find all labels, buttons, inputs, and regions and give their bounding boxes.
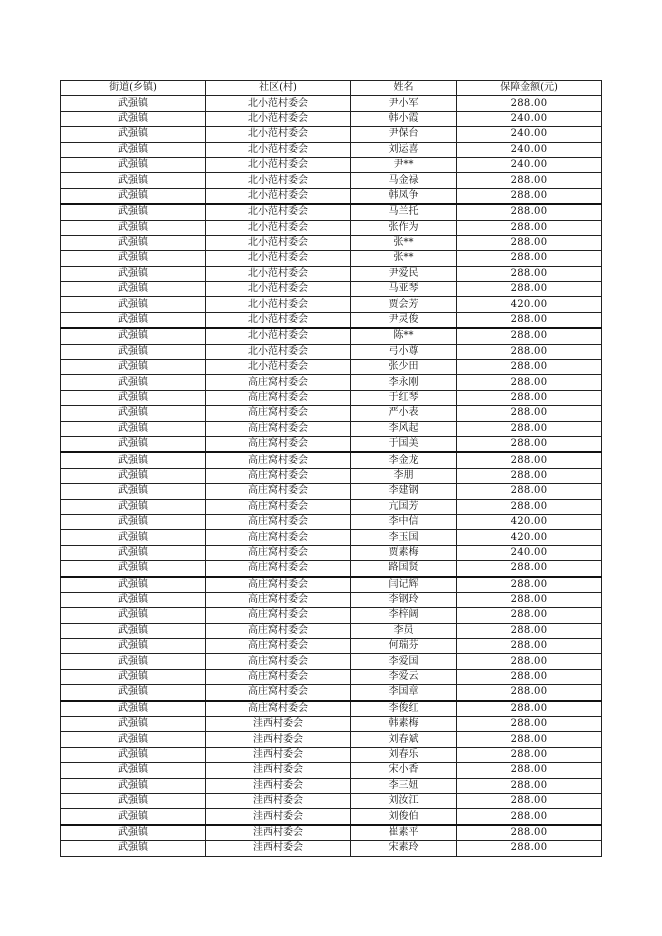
cell-name[interactable]: 韩凤争 [351,188,457,204]
cell-community[interactable]: 洼西村委会 [206,763,351,778]
cell-amount[interactable]: 288.00 [457,763,602,778]
cell-street[interactable]: 武强镇 [61,328,206,344]
cell-street[interactable]: 武强镇 [61,592,206,607]
table-row [61,142,602,157]
cell-community[interactable]: 高庄窝村委会 [206,406,351,421]
cell-name[interactable]: 于红琴 [351,390,457,405]
cell-street[interactable]: 武强镇 [61,282,206,297]
cell-name[interactable]: 马亚琴 [351,282,457,297]
cell-street[interactable]: 武强镇 [61,561,206,577]
cell-community[interactable]: 北小范村委会 [206,235,351,250]
table-row [61,421,602,436]
table-row [61,484,602,499]
table-row [61,747,602,762]
cell-community[interactable]: 高庄窝村委会 [206,375,351,390]
cell-community[interactable]: 高庄窝村委会 [206,499,351,514]
cell-amount[interactable]: 288.00 [457,235,602,250]
cell-amount[interactable]: 288.00 [457,685,602,701]
cell-street[interactable]: 武强镇 [61,96,206,111]
table-row [61,328,602,344]
cell-street[interactable]: 武强镇 [61,530,206,545]
cell-name[interactable]: 宋素玲 [351,841,457,856]
cell-community[interactable]: 北小范村委会 [206,157,351,172]
cell-amount[interactable]: 288.00 [457,825,602,841]
table-row [61,96,602,111]
cell-street[interactable]: 武强镇 [61,406,206,421]
cell-name[interactable]: 李员 [351,623,457,638]
cell-amount[interactable]: 288.00 [457,577,602,593]
cell-amount[interactable]: 288.00 [457,561,602,577]
table-row [61,436,602,452]
table-row [61,778,602,793]
cell-name[interactable]: 刘俊伯 [351,809,457,825]
column-header-street[interactable]: 街道(乡镇) [61,81,206,96]
cell-amount[interactable]: 288.00 [457,220,602,235]
cell-name[interactable]: 李中信 [351,514,457,529]
table-row [61,220,602,235]
cell-name[interactable]: 李朋 [351,468,457,483]
cell-community[interactable]: 北小范村委会 [206,204,351,220]
table-row [61,793,602,808]
cell-community[interactable]: 洼西村委会 [206,732,351,747]
cell-name[interactable]: 李爱国 [351,654,457,669]
cell-street[interactable]: 武强镇 [61,297,206,312]
header-row [61,81,602,96]
table-row [61,452,602,468]
cell-street[interactable]: 武强镇 [61,732,206,747]
cell-community[interactable]: 北小范村委会 [206,251,351,266]
cell-amount[interactable]: 288.00 [457,251,602,266]
cell-name[interactable]: 李金龙 [351,452,457,468]
cell-community[interactable]: 北小范村委会 [206,127,351,142]
cell-amount[interactable]: 288.00 [457,793,602,808]
cell-street[interactable]: 武强镇 [61,111,206,126]
table-row [61,468,602,483]
table-row [61,282,602,297]
table-row [61,111,602,126]
table-row [61,608,602,623]
cell-name[interactable]: 陈** [351,328,457,344]
cell-street[interactable]: 武强镇 [61,375,206,390]
cell-name[interactable]: 崔素平 [351,825,457,841]
cell-street[interactable]: 武强镇 [61,639,206,654]
cell-street[interactable]: 武强镇 [61,235,206,250]
cell-street[interactable]: 武强镇 [61,204,206,220]
table-row [61,841,602,856]
cell-amount[interactable]: 240.00 [457,545,602,560]
cell-street[interactable]: 武强镇 [61,468,206,483]
cell-name[interactable]: 韩素梅 [351,717,457,732]
cell-name[interactable]: 贾会芳 [351,297,457,312]
table-row [61,312,602,328]
cell-community[interactable]: 北小范村委会 [206,344,351,359]
cell-amount[interactable]: 288.00 [457,436,602,452]
cell-amount[interactable]: 288.00 [457,809,602,825]
cell-amount[interactable]: 288.00 [457,732,602,747]
cell-street[interactable]: 武强镇 [61,608,206,623]
cell-community[interactable]: 洼西村委会 [206,809,351,825]
cell-name[interactable]: 马兰托 [351,204,457,220]
cell-name[interactable]: 路国贤 [351,561,457,577]
cell-community[interactable]: 高庄窝村委会 [206,592,351,607]
cell-name[interactable]: 李永刚 [351,375,457,390]
table-row [61,204,602,220]
table-row [61,545,602,560]
cell-community[interactable]: 高庄窝村委会 [206,608,351,623]
cell-amount[interactable]: 288.00 [457,717,602,732]
cell-street[interactable]: 武强镇 [61,701,206,717]
cell-street[interactable]: 武强镇 [61,841,206,856]
cell-amount[interactable]: 288.00 [457,360,602,375]
cell-amount[interactable]: 240.00 [457,157,602,172]
cell-amount[interactable]: 288.00 [457,375,602,390]
table-row [61,344,602,359]
cell-community[interactable]: 北小范村委会 [206,173,351,188]
cell-amount[interactable]: 288.00 [457,654,602,669]
column-header-amount[interactable]: 保障金额(元) [457,81,602,96]
cell-name[interactable]: 李建钢 [351,484,457,499]
cell-street[interactable]: 武强镇 [61,188,206,204]
cell-street[interactable]: 武强镇 [61,360,206,375]
cell-community[interactable]: 北小范村委会 [206,297,351,312]
cell-amount[interactable]: 288.00 [457,608,602,623]
cell-amount[interactable]: 420.00 [457,514,602,529]
cell-amount[interactable]: 240.00 [457,142,602,157]
cell-amount[interactable]: 240.00 [457,111,602,126]
table-row [61,763,602,778]
cell-name[interactable]: 李风起 [351,421,457,436]
cell-amount[interactable]: 288.00 [457,701,602,717]
cell-amount[interactable]: 288.00 [457,484,602,499]
cell-name[interactable]: 尹爱民 [351,266,457,281]
table-row [61,251,602,266]
cell-amount[interactable]: 288.00 [457,266,602,281]
table-body [61,96,602,856]
cell-community[interactable]: 高庄窝村委会 [206,484,351,499]
cell-amount[interactable]: 288.00 [457,96,602,111]
cell-street[interactable]: 武强镇 [61,452,206,468]
table-row [61,809,602,825]
cell-amount[interactable]: 288.00 [457,747,602,762]
table-row [61,623,602,638]
cell-name[interactable]: 李玉国 [351,530,457,545]
cell-community[interactable]: 高庄窝村委会 [206,685,351,701]
cell-street[interactable]: 武强镇 [61,499,206,514]
cell-community[interactable]: 高庄窝村委会 [206,468,351,483]
cell-street[interactable]: 武强镇 [61,778,206,793]
column-header-community[interactable]: 社区(村) [206,81,351,96]
table-row [61,360,602,375]
cell-community[interactable]: 高庄窝村委会 [206,545,351,560]
table-row [61,825,602,841]
cell-amount[interactable]: 288.00 [457,421,602,436]
cell-amount[interactable]: 288.00 [457,778,602,793]
table-row [61,514,602,529]
cell-amount[interactable]: 288.00 [457,173,602,188]
cell-street[interactable]: 武强镇 [61,251,206,266]
cell-community[interactable]: 高庄窝村委会 [206,421,351,436]
cell-community[interactable]: 高庄窝村委会 [206,530,351,545]
cell-community[interactable]: 北小范村委会 [206,96,351,111]
cell-community[interactable]: 北小范村委会 [206,266,351,281]
table-row [61,577,602,593]
cell-name[interactable]: 弓小尊 [351,344,457,359]
cell-community[interactable]: 高庄窝村委会 [206,436,351,452]
cell-community[interactable]: 洼西村委会 [206,825,351,841]
table-row [61,732,602,747]
cell-name[interactable]: 李爱云 [351,669,457,684]
cell-name[interactable]: 李三妞 [351,778,457,793]
cell-street[interactable]: 武强镇 [61,127,206,142]
cell-street[interactable]: 武强镇 [61,142,206,157]
cell-name[interactable]: 于国美 [351,436,457,452]
table-row [61,406,602,421]
table-row [61,592,602,607]
cell-name[interactable]: 贾素梅 [351,545,457,560]
cell-amount[interactable]: 288.00 [457,406,602,421]
cell-street[interactable]: 武强镇 [61,763,206,778]
cell-name[interactable]: 何瑞芬 [351,639,457,654]
cell-community[interactable]: 高庄窝村委会 [206,623,351,638]
table-row [61,685,602,701]
cell-community[interactable]: 高庄窝村委会 [206,390,351,405]
cell-street[interactable]: 武强镇 [61,825,206,841]
cell-amount[interactable]: 288.00 [457,282,602,297]
cell-name[interactable]: 尹** [351,157,457,172]
table-row [61,173,602,188]
column-header-name[interactable]: 姓名 [351,81,457,96]
cell-community[interactable]: 高庄窝村委会 [206,639,351,654]
cell-name[interactable]: 刘汝江 [351,793,457,808]
cell-street[interactable]: 武强镇 [61,436,206,452]
table-row [61,297,602,312]
cell-amount[interactable]: 420.00 [457,297,602,312]
cell-name[interactable]: 亢国芳 [351,499,457,514]
cell-amount[interactable]: 288.00 [457,623,602,638]
cell-street[interactable]: 武强镇 [61,717,206,732]
cell-name[interactable]: 尹保台 [351,127,457,142]
cell-amount[interactable]: 288.00 [457,390,602,405]
cell-street[interactable]: 武强镇 [61,577,206,593]
cell-name[interactable]: 尹灵俊 [351,312,457,328]
table-row [61,188,602,204]
cell-amount[interactable]: 288.00 [457,841,602,856]
cell-community[interactable]: 北小范村委会 [206,188,351,204]
cell-amount[interactable]: 288.00 [457,188,602,204]
table-row [61,235,602,250]
cell-community[interactable]: 洼西村委会 [206,747,351,762]
cell-community[interactable]: 高庄窝村委会 [206,669,351,684]
table-row [61,127,602,142]
cell-street[interactable]: 武强镇 [61,654,206,669]
cell-community[interactable]: 洼西村委会 [206,793,351,808]
cell-name[interactable]: 李钢玲 [351,592,457,607]
cell-name[interactable]: 闫记辉 [351,577,457,593]
cell-community[interactable]: 北小范村委会 [206,220,351,235]
cell-street[interactable]: 武强镇 [61,514,206,529]
cell-street[interactable]: 武强镇 [61,421,206,436]
cell-name[interactable]: 韩小霞 [351,111,457,126]
cell-name[interactable]: 李国章 [351,685,457,701]
cell-street[interactable]: 武强镇 [61,344,206,359]
cell-name[interactable]: 刘运喜 [351,142,457,157]
cell-street[interactable]: 武强镇 [61,390,206,405]
table-row [61,669,602,684]
cell-amount[interactable]: 288.00 [457,669,602,684]
cell-name[interactable]: 张** [351,251,457,266]
table-row [61,639,602,654]
cell-street[interactable]: 武强镇 [61,173,206,188]
cell-name[interactable]: 李俊红 [351,701,457,717]
table-row [61,717,602,732]
cell-amount[interactable]: 288.00 [457,452,602,468]
cell-community[interactable]: 高庄窝村委会 [206,514,351,529]
cell-street[interactable]: 武强镇 [61,793,206,808]
cell-amount[interactable]: 288.00 [457,639,602,654]
cell-name[interactable]: 李梓阔 [351,608,457,623]
cell-community[interactable]: 北小范村委会 [206,312,351,328]
cell-amount[interactable]: 288.00 [457,328,602,344]
cell-amount[interactable]: 288.00 [457,468,602,483]
cell-street[interactable]: 武强镇 [61,809,206,825]
cell-amount[interactable]: 288.00 [457,499,602,514]
cell-community[interactable]: 北小范村委会 [206,142,351,157]
cell-street[interactable]: 武强镇 [61,685,206,701]
cell-name[interactable]: 张** [351,235,457,250]
cell-amount[interactable]: 240.00 [457,127,602,142]
cell-name[interactable]: 马金禄 [351,173,457,188]
cell-street[interactable]: 武强镇 [61,669,206,684]
cell-community[interactable]: 高庄窝村委会 [206,654,351,669]
cell-street[interactable]: 武强镇 [61,220,206,235]
cell-street[interactable]: 武强镇 [61,266,206,281]
cell-amount[interactable]: 288.00 [457,204,602,220]
cell-name[interactable]: 张作为 [351,220,457,235]
cell-name[interactable]: 尹小军 [351,96,457,111]
allowance-table [60,80,602,857]
cell-community[interactable]: 洼西村委会 [206,778,351,793]
table-row [61,390,602,405]
cell-name[interactable]: 刘春斌 [351,732,457,747]
cell-street[interactable]: 武强镇 [61,312,206,328]
cell-street[interactable]: 武强镇 [61,157,206,172]
cell-community[interactable]: 洼西村委会 [206,841,351,856]
cell-community[interactable]: 北小范村委会 [206,111,351,126]
cell-amount[interactable]: 288.00 [457,312,602,328]
cell-name[interactable]: 张少田 [351,360,457,375]
cell-community[interactable]: 高庄窝村委会 [206,701,351,717]
cell-amount[interactable]: 288.00 [457,592,602,607]
cell-community[interactable]: 北小范村委会 [206,360,351,375]
cell-name[interactable]: 刘春乐 [351,747,457,762]
table-row [61,654,602,669]
table-row [61,375,602,390]
cell-community[interactable]: 北小范村委会 [206,282,351,297]
table-row [61,499,602,514]
cell-community[interactable]: 高庄窝村委会 [206,452,351,468]
table-row [61,530,602,545]
cell-street[interactable]: 武强镇 [61,545,206,560]
cell-street[interactable]: 武强镇 [61,747,206,762]
cell-street[interactable]: 武强镇 [61,623,206,638]
cell-amount[interactable]: 420.00 [457,530,602,545]
table-row [61,266,602,281]
cell-community[interactable]: 洼西村委会 [206,717,351,732]
cell-street[interactable]: 武强镇 [61,484,206,499]
cell-name[interactable]: 宋小香 [351,763,457,778]
table-row [61,157,602,172]
cell-name[interactable]: 严小表 [351,406,457,421]
cell-community[interactable]: 北小范村委会 [206,328,351,344]
cell-amount[interactable]: 288.00 [457,344,602,359]
table-row [61,701,602,717]
cell-community[interactable]: 高庄窝村委会 [206,561,351,577]
cell-community[interactable]: 高庄窝村委会 [206,577,351,593]
table-row [61,561,602,577]
